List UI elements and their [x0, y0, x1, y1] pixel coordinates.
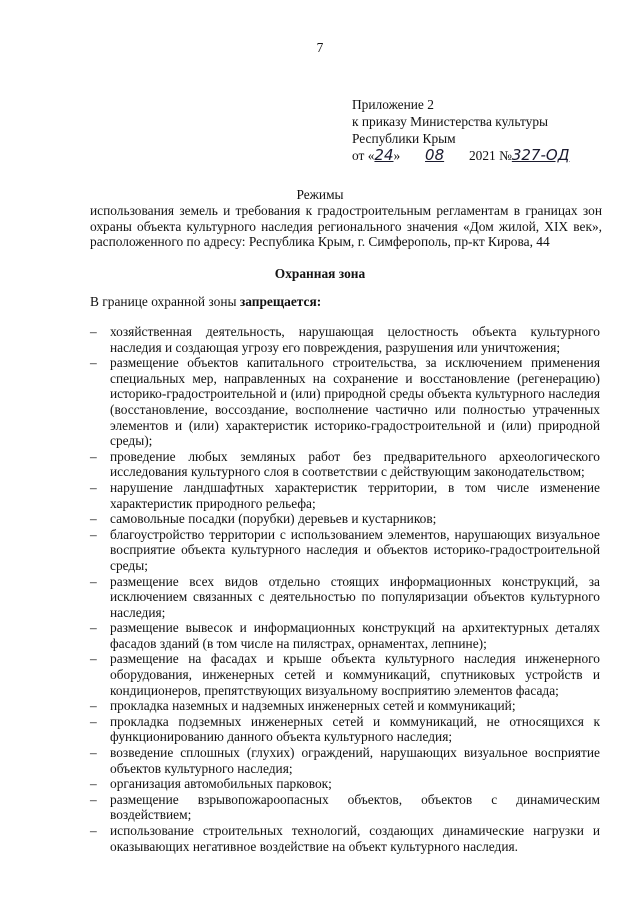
list-item — [90, 651, 600, 698]
list-item-text: организация автомобильных парковок; — [110, 776, 332, 792]
list-item — [90, 480, 600, 511]
list-item-text: размещение объектов капитального строительства, за исключением применения специальных мер, направленных на сохранение и восстановление (регенерацию) историко-градостроительной и (или) природной среды объекта культурного наследия (восстановление, воссоздание, восполнение частично или полностью утраченных элементов и (или) характеристик историко-градостроительной и (или) природной среды); — [110, 355, 600, 449]
dash-bullet: – — [90, 573, 97, 589]
list-item-text: возведение сплошных (глухих) ограждений, нарушающих визуальное восприятие объектов культурного наследия; — [110, 745, 600, 776]
list-item-text: самовольные посадки (порубки) деревьев и кустарников; — [110, 511, 437, 527]
list-item-text: размещение всех видов отдельно стоящих информационных конструкций, за исключением связанных с деятельностью по популяризации объектов культурного наследия; — [110, 573, 600, 620]
dash-bullet: – — [90, 823, 97, 838]
list-item-text: проведение любых земляных работ без предварительного археологического исследования культурного слоя в соответствии с действующим законодательством; — [110, 448, 600, 480]
list-item — [90, 324, 600, 355]
list-item-text: прокладка наземных и надземных инженерных сетей и коммуникаций; — [110, 698, 516, 714]
list-item-text: использование строительных технологий, создающих динамические нагрузки и оказывающих негативное воздействие на объект культурного наследия. — [110, 823, 600, 854]
dash-bullet: – — [90, 776, 97, 792]
date-day-close: » — [393, 148, 401, 163]
dash-bullet: – — [90, 511, 97, 527]
intro-text: В границе охранной зоны — [90, 294, 240, 309]
list-item — [90, 574, 600, 621]
list-item — [90, 792, 600, 823]
dash-bullet: – — [90, 620, 97, 636]
date-year: 2021 № — [468, 148, 512, 163]
dash-bullet: – — [90, 651, 97, 667]
dash-bullet: – — [90, 479, 97, 495]
appendix-order-line: к приказу Министерства культуры — [352, 114, 549, 129]
dash-bullet: – — [90, 324, 97, 339]
intro-line — [90, 294, 321, 310]
dash-bullet: – — [90, 355, 97, 371]
date-month: 08 — [425, 146, 445, 164]
dash-bullet: – — [90, 698, 97, 714]
list-item-text: хозяйственная деятельность, нарушающая целостность объекта культурного наследия и создающая угрозу его повреждения, разрушения или уничтожения; — [110, 324, 600, 355]
list-item-text: размещение взрывопожароопасных объектов, объектов с динамическим воздействием; — [110, 791, 600, 823]
date-prefix: от « — [352, 148, 375, 163]
list-item-text: нарушение ландшафтных характеристик территории, в том числе изменение характеристик природного рельефа; — [110, 479, 600, 511]
order-number: 327-ОД — [511, 146, 570, 164]
appendix-block — [352, 96, 569, 164]
list-item-text: прокладка подземных инженерных сетей и коммуникаций, не относящихся к функционированию данного объекта культурного наследия; — [110, 713, 600, 745]
list-item-text: размещение на фасадах и крыше объекта культурного наследия инженерного оборудования, инженерных сетей и коммуникаций, спутниковых устройств и кондиционеров, препятствующих визуальному восприятию элементов фасада; — [110, 651, 600, 698]
appendix-date-line — [352, 147, 569, 164]
list-item — [90, 776, 600, 792]
list-item-text: размещение вывесок и информационных конструкций на архитектурных деталях фасадов зданий (в том числе на пилястрах, орнаментах, лепнине); — [110, 620, 600, 651]
dash-bullet: – — [90, 448, 97, 464]
list-item — [90, 527, 600, 574]
list-item — [90, 355, 600, 449]
list-item-text: благоустройство территории с использованием элементов, нарушающих визуальное восприятие объекта культурного наследия и объектов историко-градостроительной среды; — [110, 526, 600, 573]
dash-bullet: – — [90, 745, 97, 761]
dash-bullet: – — [90, 791, 97, 807]
appendix-title: Приложение 2 — [352, 97, 434, 112]
section-heading: Охранная зона — [274, 266, 366, 281]
list-item — [90, 449, 600, 480]
document-title: Режимы — [296, 187, 344, 202]
list-item — [90, 823, 600, 854]
intro-bold: запрещается: — [239, 294, 322, 309]
prohibitions-list — [90, 324, 600, 854]
list-item — [90, 714, 600, 745]
dash-bullet: – — [90, 713, 97, 729]
page-number: 7 — [316, 40, 324, 55]
list-item — [90, 511, 600, 527]
list-item — [90, 620, 600, 651]
dash-bullet: – — [90, 526, 97, 542]
list-item — [90, 698, 600, 714]
document-subtitle: использования земель и требования к градостроительным регламентам в границах зон охраны объекта культурного наследия регионального значения «Дом жилой, XIX век», расположенного по адресу: Республика Крым, г. Симферополь, пр-кт Кирова, 44 — [90, 203, 602, 250]
list-item — [90, 745, 600, 776]
date-day: 24 — [374, 146, 394, 164]
appendix-republic-line: Республики Крым — [352, 131, 456, 146]
